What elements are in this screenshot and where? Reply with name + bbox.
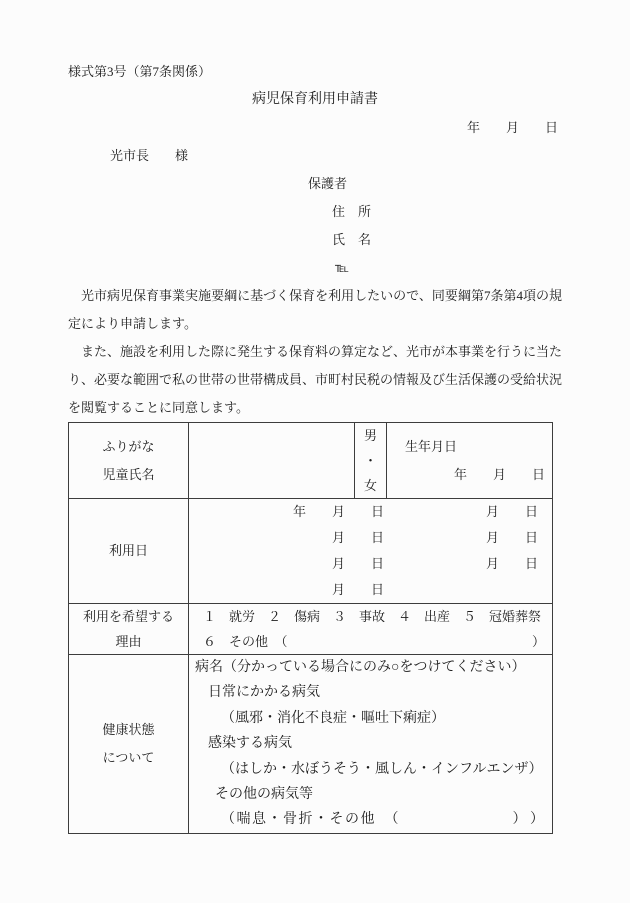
usage-date-label: 利用日 [108, 543, 148, 558]
guardian-name-label: 氏 名 [332, 232, 372, 247]
usage-date-field [189, 499, 553, 604]
reason-options: １ 就労 ２ 傷病 ３ 事故 ４ 出産 ５ 冠婚葬祭 [203, 609, 542, 624]
birthdate-label: 生年月日 [405, 438, 458, 454]
infectious-disease-heading: 感染する病気 [208, 736, 292, 752]
other-disease-blank [400, 807, 513, 832]
gender-separator: ・ [363, 453, 377, 468]
reason-label-line1: 利用を希望する [82, 609, 174, 624]
gender-cell [355, 423, 387, 499]
addressee-mayor: 光市長 様 [110, 148, 189, 163]
reason-other-close-paren: ） [531, 634, 545, 649]
usage-date-blank: 月 日 [331, 556, 384, 571]
usage-date-blank [384, 577, 538, 603]
gender-female-option: 女 [363, 478, 377, 493]
furigana-label: ふりがな [102, 438, 155, 454]
other-disease-heading: その他の病気等 [215, 787, 313, 803]
common-disease-heading: 日常にかかる病気 [208, 685, 320, 701]
application-date-blanks: 年 月 日 [466, 120, 558, 135]
health-label-line2: について [102, 749, 155, 765]
reason-label-cell [69, 604, 189, 655]
guardian-label: 保護者 [308, 176, 348, 191]
child-name-label: 児童氏名 [102, 466, 155, 482]
reason-other-line [189, 629, 552, 654]
other-disease-close-parens: ） ） [512, 812, 544, 828]
disease-name-instruction: 病名（分かっている場合にのみ○をつけてください） [195, 660, 526, 675]
health-row [69, 655, 553, 834]
health-field [189, 655, 553, 834]
usage-date-line-4 [189, 577, 552, 603]
usage-date-line-2 [189, 525, 552, 551]
birthdate-cell [387, 423, 553, 499]
reason-row [69, 604, 553, 655]
guardian-address-label: 住 所 [332, 204, 372, 219]
usage-date-blank: 月 日 [485, 556, 538, 571]
health-label-line1: 健康状態 [102, 721, 155, 737]
tel-label: ℡ [335, 260, 349, 275]
child-info-row [69, 423, 553, 499]
application-form-table [68, 422, 553, 834]
form-number: 様式第3号（第7条関係） [68, 64, 212, 79]
usage-date-label-cell [69, 499, 189, 604]
birthdate-blanks: 年 月 日 [453, 466, 545, 482]
other-disease-examples [189, 807, 552, 832]
usage-date-line-1 [189, 499, 552, 525]
other-disease-prefix: （喘息・骨折・その他 （ [221, 812, 400, 828]
reason-label-line2: 理由 [115, 634, 142, 649]
health-label-cell [69, 655, 189, 834]
child-name-field [189, 423, 355, 499]
gender-male-option: 男 [363, 428, 377, 443]
usage-date-blank: 月 日 [485, 530, 538, 545]
child-name-label-cell [69, 423, 189, 499]
usage-date-blank: 月 日 [331, 530, 384, 545]
reason-field [189, 604, 553, 655]
usage-date-blank: 年 月 日 [292, 504, 384, 519]
usage-date-blank: 月 日 [485, 504, 538, 519]
usage-date-blank: 月 日 [331, 582, 384, 597]
usage-date-row [69, 499, 553, 604]
reason-other-blank [288, 629, 532, 654]
consent-statement: また、施設を利用した際に発生する保育料の算定など、光市が本事業を行うに当たり、必要な範囲で私の世帯の世帯構成員、市町村民税の情報及び生活保護の受給状況を閲覧することに同意します。 [68, 344, 563, 415]
reason-other-prefix: ６ その他 （ [203, 634, 288, 649]
common-disease-examples: （風邪・消化不良症・嘔吐下痢症） [221, 710, 445, 726]
usage-date-line-3 [189, 551, 552, 577]
infectious-disease-examples: （はしか・水ぼうそう・風しん・インフルエンザ） [221, 761, 543, 777]
page-title: 病児保育利用申請書 [252, 92, 378, 107]
application-statement: 光市病児保育事業実施要綱に基づく保育を利用したいので、同要綱第7条第4項の規定により申請します。 [68, 288, 562, 331]
